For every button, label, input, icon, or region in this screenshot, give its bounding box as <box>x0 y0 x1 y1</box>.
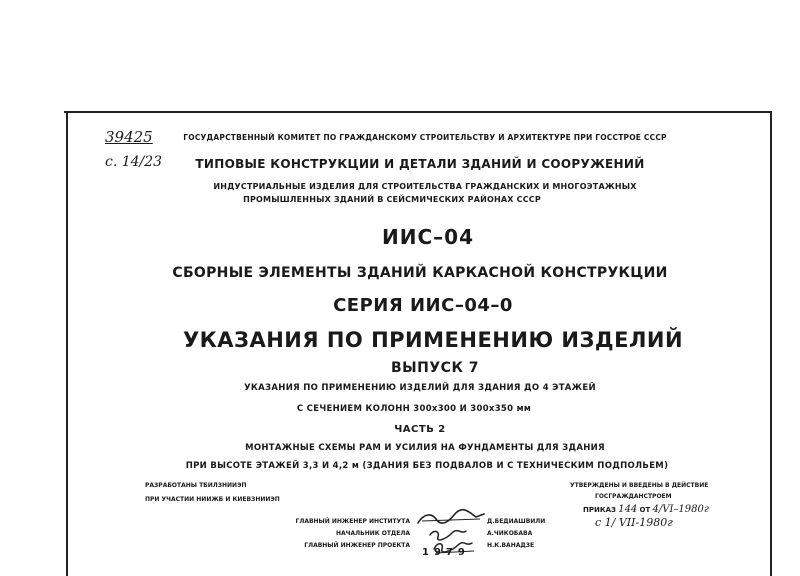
signatory-name-3: Н.К.ВАНАДЗЕ <box>487 542 535 549</box>
frame-right-border <box>770 111 772 576</box>
order-number: 144 <box>618 504 638 515</box>
prefab-heading: СБОРНЫЕ ЭЛЕМЕНТЫ ЗДАНИЙ КАРКАСНОЙ КОНСТРУКЦИИ <box>172 265 668 281</box>
signatory-role-3: ГЛАВНЫЙ ИНЖЕНЕР ПРОЕКТА <box>304 542 410 549</box>
developed-by: РАЗРАБОТАНЫ ТБИЛЗНИИЭП <box>145 482 247 489</box>
approving-body: ГОСГРАЖДАНСТРОЕМ <box>595 493 672 500</box>
signatory-name-2: А.ЧИКОБАВА <box>487 530 533 537</box>
publication-year: 1979 <box>422 547 470 558</box>
effective-date: с 1/ VII-1980г <box>595 516 673 529</box>
issue-number: ВЫПУСК 7 <box>390 360 480 376</box>
document-code: ИИС–04 <box>382 225 474 249</box>
signatory-name-1: Д.БЕДИАШВИЛИ <box>487 518 546 525</box>
committee-line: ГОСУДАРСТВЕННЫЙ КОМИТЕТ ПО ГРАЖДАНСКОМУ СТРОИТЕЛЬСТВУ И АРХИТЕКТУРЕ ПРИ ГОССТРОЕ СССР <box>183 133 667 142</box>
series-heading: ТИПОВЫЕ КОНСТРУКЦИИ И ДЕТАЛИ ЗДАНИЙ И СООРУЖЕНИЙ <box>195 157 645 171</box>
signatory-role-2: НАЧАЛЬНИК ОТДЕЛА <box>335 530 410 537</box>
part-number: ЧАСТЬ 2 <box>394 424 446 435</box>
archive-number: 39425 <box>105 128 153 146</box>
order-from: ОТ <box>639 506 651 514</box>
main-title: УКАЗАНИЯ ПО ПРИМЕНЕНИЮ ИЗДЕЛИЙ <box>182 328 684 352</box>
frame-top-border <box>64 111 772 113</box>
series-number: СЕРИЯ ИИС–04–0 <box>333 295 513 316</box>
approved-line: УТВЕРЖДЕНЫ И ВВЕДЕНЫ В ДЕЙСТВИЕ <box>570 482 709 489</box>
order-date: 4/VI–1980г <box>652 504 709 515</box>
frame-left-border <box>66 111 68 576</box>
signatory-role-1: ГЛАВНЫЙ ИНЖЕНЕР ИНСТИТУТА <box>295 518 410 525</box>
participation: ПРИ УЧАСТИИ НИИЖБ И КИЕВЗНИИЭП <box>145 496 280 503</box>
order-line <box>583 504 709 515</box>
floor-height-description: ПРИ ВЫСОТЕ ЭТАЖЕЙ 3,3 И 4,2 м (ЗДАНИЯ БЕЗ ПОДВАЛОВ И С ТЕХНИЧЕСКИМ ПОДПОЛЬЕМ) <box>185 461 669 471</box>
archive-pages: с. 14/23 <box>105 154 163 170</box>
issue-description: УКАЗАНИЯ ПО ПРИМЕНЕНИЮ ИЗДЕЛИЙ ДЛЯ ЗДАНИЯ ДО 4 ЭТАЖЕЙ <box>244 383 596 393</box>
order-label: ПРИКАЗ <box>583 506 616 514</box>
schemes-description: МОНТАЖНЫЕ СХЕМЫ РАМ И УСИЛИЯ НА ФУНДАМЕНТЫ ДЛЯ ЗДАНИЯ <box>245 443 605 453</box>
purpose-line-2: ПРОМЫШЛЕННЫХ ЗДАНИЙ В СЕЙСМИЧЕСКИХ РАЙОНАХ СССР <box>243 195 541 204</box>
purpose-line-1: ИНДУСТРИАЛЬНЫЕ ИЗДЕЛИЯ ДЛЯ СТРОИТЕЛЬСТВА ГРАЖДАНСКИХ И МНОГОЭТАЖНЫХ <box>213 182 637 191</box>
column-section: С СЕЧЕНИЕМ КОЛОНН 300х300 И 300х350 мм <box>296 404 532 414</box>
